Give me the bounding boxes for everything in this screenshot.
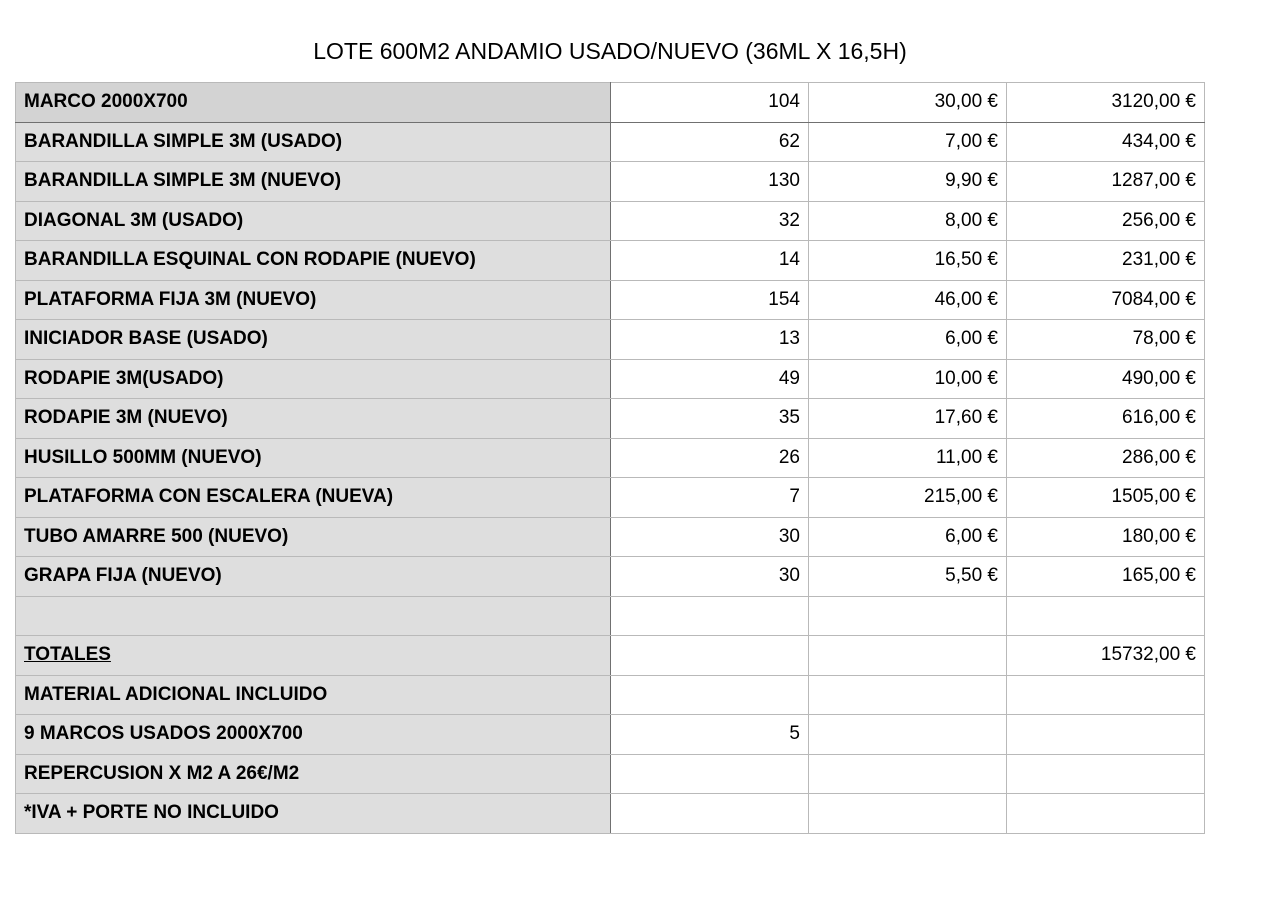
unit-price-cell-text: 16,50 € (934, 249, 998, 271)
line-total-cell-text: 180,00 € (1122, 525, 1196, 547)
table-row (16, 280, 1205, 320)
quantity-cell (611, 241, 809, 281)
quantity-cell-text: 26 (778, 446, 800, 468)
line-total-cell (1007, 438, 1205, 478)
quantity-cell (611, 636, 809, 676)
item-label-cell-text: 9 MARCOS USADOS 2000X700 (24, 723, 303, 745)
quantity-cell-text: 130 (768, 170, 800, 192)
item-label-cell-text: RODAPIE 3M (NUEVO) (24, 407, 228, 429)
unit-price-cell-text: 10,00 € (934, 367, 998, 389)
item-label-cell (16, 280, 611, 320)
item-label-cell-text: *IVA + PORTE NO INCLUIDO (24, 802, 279, 824)
line-total-cell-text: 7084,00 € (1111, 288, 1196, 310)
unit-price-cell (809, 201, 1007, 241)
table-row (16, 557, 1205, 597)
unit-price-cell-text: 6,00 € (945, 525, 998, 547)
quantity-cell-text: 30 (778, 525, 800, 547)
table-row (16, 517, 1205, 557)
unit-price-cell-text: 30,00 € (934, 91, 998, 113)
quantity-cell-text: 154 (768, 288, 800, 310)
unit-price-cell (809, 517, 1007, 557)
line-total-cell (1007, 478, 1205, 518)
unit-price-cell (809, 675, 1007, 715)
line-total-cell (1007, 83, 1205, 123)
table-row (16, 320, 1205, 360)
quantity-cell-text: 5 (789, 723, 800, 745)
table-row (16, 399, 1205, 439)
item-label-cell (16, 596, 611, 636)
item-label-cell (16, 557, 611, 597)
item-label-cell (16, 122, 611, 162)
unit-price-cell (809, 280, 1007, 320)
line-total-cell-text: 286,00 € (1122, 446, 1196, 468)
quantity-cell-text: 7 (789, 486, 800, 508)
quantity-cell (611, 675, 809, 715)
unit-price-cell (809, 241, 1007, 281)
line-total-cell (1007, 122, 1205, 162)
unit-price-cell-text: 7,00 € (945, 130, 998, 152)
unit-price-cell (809, 557, 1007, 597)
item-label-cell-text: DIAGONAL 3M (USADO) (24, 209, 244, 231)
item-label-cell-text: MARCO 2000X700 (24, 91, 188, 113)
quantity-cell (611, 754, 809, 794)
quantity-cell (611, 122, 809, 162)
line-total-cell-text: 256,00 € (1122, 209, 1196, 231)
item-label-cell (16, 359, 611, 399)
item-label-cell (16, 83, 611, 123)
line-total-cell (1007, 636, 1205, 676)
table-row (16, 122, 1205, 162)
quantity-cell (611, 715, 809, 755)
unit-price-cell-text: 8,00 € (945, 209, 998, 231)
quantity-cell-text: 13 (778, 328, 800, 350)
table-row (16, 636, 1205, 676)
table-row (16, 359, 1205, 399)
quantity-cell (611, 794, 809, 834)
line-total-cell-text: 434,00 € (1122, 130, 1196, 152)
item-label-cell-text: PLATAFORMA CON ESCALERA (NUEVA) (24, 486, 394, 508)
quantity-cell-text: 62 (778, 130, 800, 152)
line-total-cell-text: 3120,00 € (1111, 91, 1196, 113)
table-row (16, 241, 1205, 281)
item-label-cell (16, 794, 611, 834)
unit-price-cell (809, 83, 1007, 123)
item-label-cell (16, 201, 611, 241)
unit-price-cell (809, 794, 1007, 834)
item-label-cell-text: TOTALES (24, 644, 111, 666)
line-total-cell (1007, 715, 1205, 755)
item-label-cell (16, 478, 611, 518)
item-label-cell-text: PLATAFORMA FIJA 3M (NUEVO) (24, 288, 317, 310)
quantity-cell-text: 49 (778, 367, 800, 389)
line-total-cell-text: 1287,00 € (1111, 170, 1196, 192)
unit-price-cell-text: 215,00 € (924, 486, 998, 508)
line-total-cell (1007, 201, 1205, 241)
line-total-cell (1007, 162, 1205, 202)
unit-price-cell-text: 17,60 € (934, 407, 998, 429)
line-total-cell-text: 78,00 € (1132, 328, 1196, 350)
line-total-cell (1007, 399, 1205, 439)
unit-price-cell (809, 122, 1007, 162)
quantity-cell-text: 30 (778, 565, 800, 587)
item-label-cell-text: TUBO AMARRE 500 (NUEVO) (24, 525, 289, 547)
price-table-body (16, 83, 1205, 834)
item-label-cell (16, 675, 611, 715)
quantity-cell (611, 438, 809, 478)
line-total-cell-text: 231,00 € (1122, 249, 1196, 271)
unit-price-cell (809, 596, 1007, 636)
item-label-cell (16, 754, 611, 794)
unit-price-cell (809, 754, 1007, 794)
unit-price-cell (809, 399, 1007, 439)
quantity-cell (611, 162, 809, 202)
quantity-cell (611, 517, 809, 557)
table-row (16, 201, 1205, 241)
item-label-cell (16, 517, 611, 557)
unit-price-cell-text: 6,00 € (945, 328, 998, 350)
unit-price-cell-text: 9,90 € (945, 170, 998, 192)
item-label-cell-text: INICIADOR BASE (USADO) (24, 328, 268, 350)
unit-price-cell (809, 438, 1007, 478)
item-label-cell-text: RODAPIE 3M(USADO) (24, 367, 224, 389)
line-total-cell (1007, 675, 1205, 715)
quantity-cell-text: 14 (778, 249, 800, 271)
item-label-cell-text: BARANDILLA ESQUINAL CON RODAPIE (NUEVO) (24, 249, 476, 271)
table-row (16, 675, 1205, 715)
line-total-cell-text: 616,00 € (1122, 407, 1196, 429)
unit-price-cell (809, 715, 1007, 755)
line-total-cell-text: 1505,00 € (1111, 486, 1196, 508)
quantity-cell-text: 104 (768, 91, 800, 113)
quantity-cell (611, 557, 809, 597)
item-label-cell (16, 715, 611, 755)
line-total-cell (1007, 754, 1205, 794)
price-table (15, 82, 1205, 834)
item-label-cell-text: HUSILLO 500MM (NUEVO) (24, 446, 262, 468)
quantity-cell (611, 359, 809, 399)
item-label-cell-text: REPERCUSION X M2 A 26€/M2 (24, 762, 300, 784)
line-total-cell (1007, 280, 1205, 320)
unit-price-cell (809, 636, 1007, 676)
unit-price-cell-text: 11,00 € (936, 446, 998, 468)
item-label-cell (16, 438, 611, 478)
item-label-cell-text: BARANDILLA SIMPLE 3M (NUEVO) (24, 170, 342, 192)
table-row (16, 83, 1205, 123)
quantity-cell-text: 35 (778, 407, 800, 429)
table-row (16, 438, 1205, 478)
line-total-cell (1007, 794, 1205, 834)
item-label-cell-text: GRAPA FIJA (NUEVO) (24, 565, 222, 587)
item-label-cell (16, 399, 611, 439)
table-row (16, 715, 1205, 755)
item-label-cell (16, 162, 611, 202)
item-label-cell-text: MATERIAL ADICIONAL INCLUIDO (24, 683, 328, 705)
line-total-cell-text: 165,00 € (1122, 565, 1196, 587)
quantity-cell (611, 320, 809, 360)
item-label-cell (16, 241, 611, 281)
unit-price-cell (809, 162, 1007, 202)
table-row (16, 478, 1205, 518)
unit-price-cell-text: 46,00 € (934, 288, 998, 310)
quantity-cell-text: 32 (778, 209, 800, 231)
line-total-cell (1007, 557, 1205, 597)
unit-price-cell (809, 320, 1007, 360)
unit-price-cell (809, 359, 1007, 399)
quantity-cell (611, 201, 809, 241)
line-total-cell (1007, 517, 1205, 557)
quantity-cell (611, 399, 809, 439)
quantity-cell (611, 596, 809, 636)
item-label-cell (16, 320, 611, 360)
quantity-cell (611, 478, 809, 518)
quantity-cell (611, 280, 809, 320)
line-total-cell (1007, 320, 1205, 360)
unit-price-cell (809, 478, 1007, 518)
table-row (16, 794, 1205, 834)
quantity-cell (611, 83, 809, 123)
line-total-cell (1007, 359, 1205, 399)
table-row (16, 596, 1205, 636)
line-total-cell (1007, 596, 1205, 636)
document-title: LOTE 600M2 ANDAMIO USADO/NUEVO (36ML X 16,5H) (313, 38, 907, 64)
table-row (16, 754, 1205, 794)
unit-price-cell-text: 5,50 € (945, 565, 998, 587)
item-label-cell-text: BARANDILLA SIMPLE 3M (USADO) (24, 130, 343, 152)
item-label-cell (16, 636, 611, 676)
line-total-cell (1007, 241, 1205, 281)
line-total-cell-text: 15732,00 € (1100, 644, 1196, 666)
table-row (16, 162, 1205, 202)
line-total-cell-text: 490,00 € (1122, 367, 1196, 389)
